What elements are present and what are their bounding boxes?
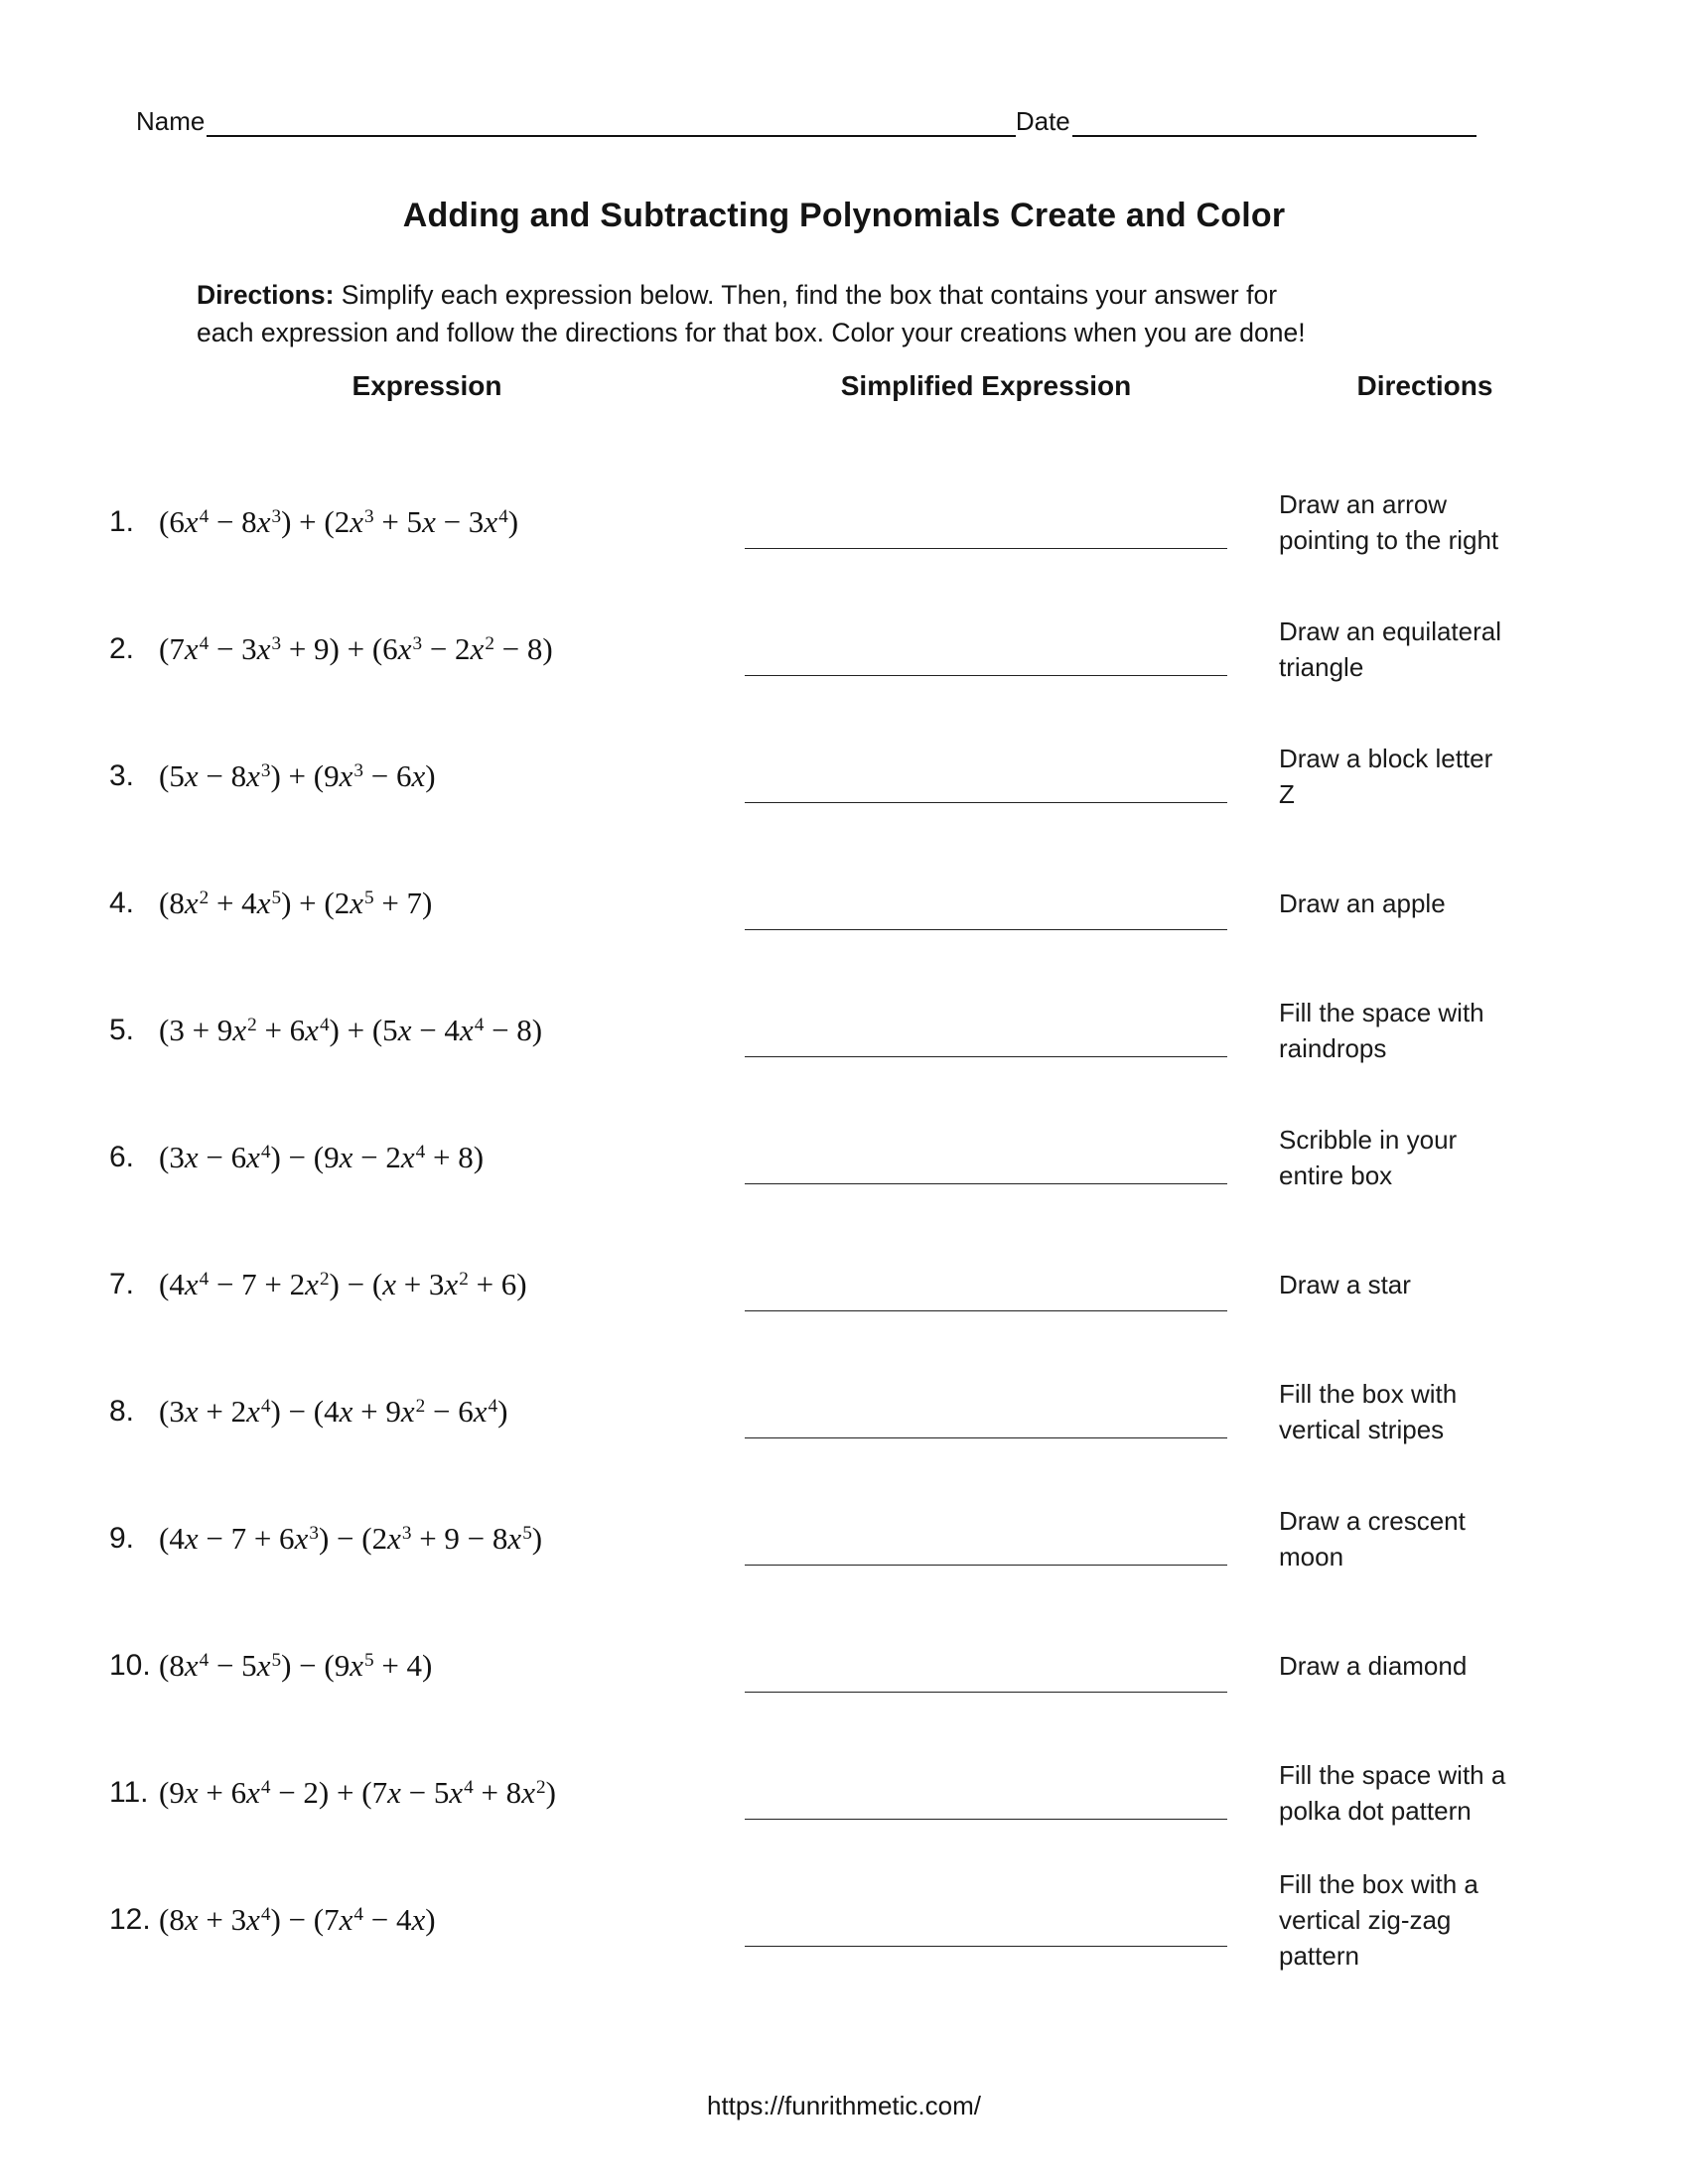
answer-blank[interactable] [745,929,1227,930]
problem-row [109,967,1571,1094]
problem-direction [1227,586,1571,713]
problem-direction [1227,1856,1571,1983]
direction-line: Scribble in your [1279,1125,1458,1155]
problem-row [109,1094,1571,1221]
direction-line: moon [1279,1542,1344,1571]
problem-direction [1227,1475,1571,1602]
direction-line: Fill the space with a [1279,1760,1506,1790]
problem-row [109,713,1571,840]
problem-expression: $(9x + 6x^4 - 2) + (7x - 5x^4 + 8x^2)$ [159,1775,556,1810]
problem-row [109,1221,1571,1348]
problem-row [109,1602,1571,1729]
directions-line-1 [197,276,1517,314]
directions-label: Directions: [197,280,335,310]
direction-line: pointing to the right [1279,525,1499,555]
date-label: Date [1015,106,1070,136]
problem-direction [1227,967,1571,1094]
answer-blank[interactable] [745,675,1227,676]
directions-text-1: Simplify each expression below. Then, find the box that contains your answer for [341,280,1278,310]
problem-expression: $(8x + 3x^4) - (7x^4 - 4x)$ [159,1902,436,1937]
problem-direction [1227,1348,1571,1475]
answer-blank[interactable] [745,802,1227,803]
page-title: Adding and Subtracting Polynomials Create and Color [402,197,1286,234]
problem-expression: $(3x + 2x^4) - (4x + 9x^2 - 6x^4)$ [159,1394,508,1429]
answer-blank[interactable] [745,1819,1227,1820]
problem-expression: $(6x^4 - 8x^3) + (2x^3 + 5x - 3x^4)$ [159,504,519,539]
direction-line: Fill the box with [1279,1379,1458,1409]
answer-blank[interactable] [745,1565,1227,1566]
problem-direction [1227,1602,1571,1729]
name-date-row [136,97,1477,137]
direction-line: Fill the box with a [1279,1869,1478,1899]
problem-number: 7. [109,1268,135,1300]
problem-number: 11. [109,1776,149,1809]
problem-direction [1227,459,1571,586]
direction-line: pattern [1279,1941,1359,1971]
answer-blank[interactable] [745,1692,1227,1693]
directions-text-2: each expression and follow the directions for that box. Color your creations when you are done! [197,318,1306,347]
direction-line: Z [1279,779,1295,809]
answer-blank[interactable] [745,1437,1227,1438]
problem-row [109,1475,1571,1602]
column-header-simplified-expression: Simplified Expression [840,370,1132,401]
problem-expression: $(4x - 7 + 6x^3) - (2x^3 + 9 - 8x^5)$ [159,1521,543,1556]
problem-expression: $(7x^4 - 3x^3 + 9) + (6x^3 - 2x^2 - 8)$ [159,631,553,666]
problem-expression: $(8x^4 - 5x^5) - (9x^5 + 4)$ [159,1648,433,1683]
answer-blank[interactable] [745,1056,1227,1057]
answer-blank[interactable] [745,1183,1227,1184]
problem-direction [1227,1221,1571,1348]
direction-line: Draw an equilateral [1279,616,1502,646]
direction-line: Draw a diamond [1279,1651,1468,1681]
column-header-directions: Directions [1356,370,1493,401]
problem-direction [1227,713,1571,840]
column-headers [109,369,1571,403]
date-underline[interactable] [1072,129,1477,137]
direction-line: Fill the space with [1279,998,1484,1027]
problem-number: 9. [109,1522,135,1555]
problem-row [109,1348,1571,1475]
direction-line: Draw a crescent [1279,1506,1466,1536]
problem-number: 3. [109,759,135,792]
direction-line: vertical zig-zag [1279,1905,1452,1935]
problem-expression: $(3 + 9x^2 + 6x^4) + (5x - 4x^4 - 8)$ [159,1013,543,1047]
direction-line: Draw an apple [1279,888,1446,918]
problem-row [109,1729,1571,1856]
problem-direction [1227,1094,1571,1221]
problem-number: 8. [109,1395,135,1428]
problem-number: 10. [109,1649,151,1682]
problems-table [109,459,1571,1983]
problem-number: 6. [109,1141,135,1173]
problem-number: 1. [109,505,135,538]
column-header-expression: Expression [352,370,502,401]
direction-line: raindrops [1279,1033,1387,1063]
name-label: Name [136,106,206,136]
problem-row [109,586,1571,713]
problem-row [109,1856,1571,1983]
problem-direction [1227,1729,1571,1856]
answer-blank[interactable] [745,1310,1227,1311]
direction-line: Draw an arrow [1279,489,1448,519]
problem-number: 2. [109,632,135,665]
problem-expression: $(8x^2 + 4x^5) + (2x^5 + 7)$ [159,886,433,920]
answer-blank[interactable] [745,548,1227,549]
name-underline[interactable] [207,129,1015,137]
problem-direction [1227,840,1571,967]
problem-row [109,840,1571,967]
problem-expression: $(5x - 8x^3) + (9x^3 - 6x)$ [159,758,436,793]
problem-number: 12. [109,1903,151,1936]
direction-line: triangle [1279,652,1364,682]
problem-number: 4. [109,887,135,919]
problem-expression: $(3x - 6x^4) - (9x - 2x^4 + 8)$ [159,1140,485,1174]
direction-line: Draw a star [1279,1270,1411,1299]
direction-line: entire box [1279,1160,1393,1190]
direction-line: polka dot pattern [1279,1796,1472,1826]
problem-row [109,459,1571,586]
footer-url: https://funrithmetic.com/ [707,2091,981,2120]
problem-expression: $(4x^4 - 7 + 2x^2) - (x + 3x^2 + 6)$ [159,1267,527,1301]
direction-line: Draw a block letter [1279,744,1493,773]
directions-paragraph [197,276,1517,351]
answer-blank[interactable] [745,1946,1227,1947]
direction-line: vertical stripes [1279,1415,1445,1444]
problem-number: 5. [109,1014,135,1046]
